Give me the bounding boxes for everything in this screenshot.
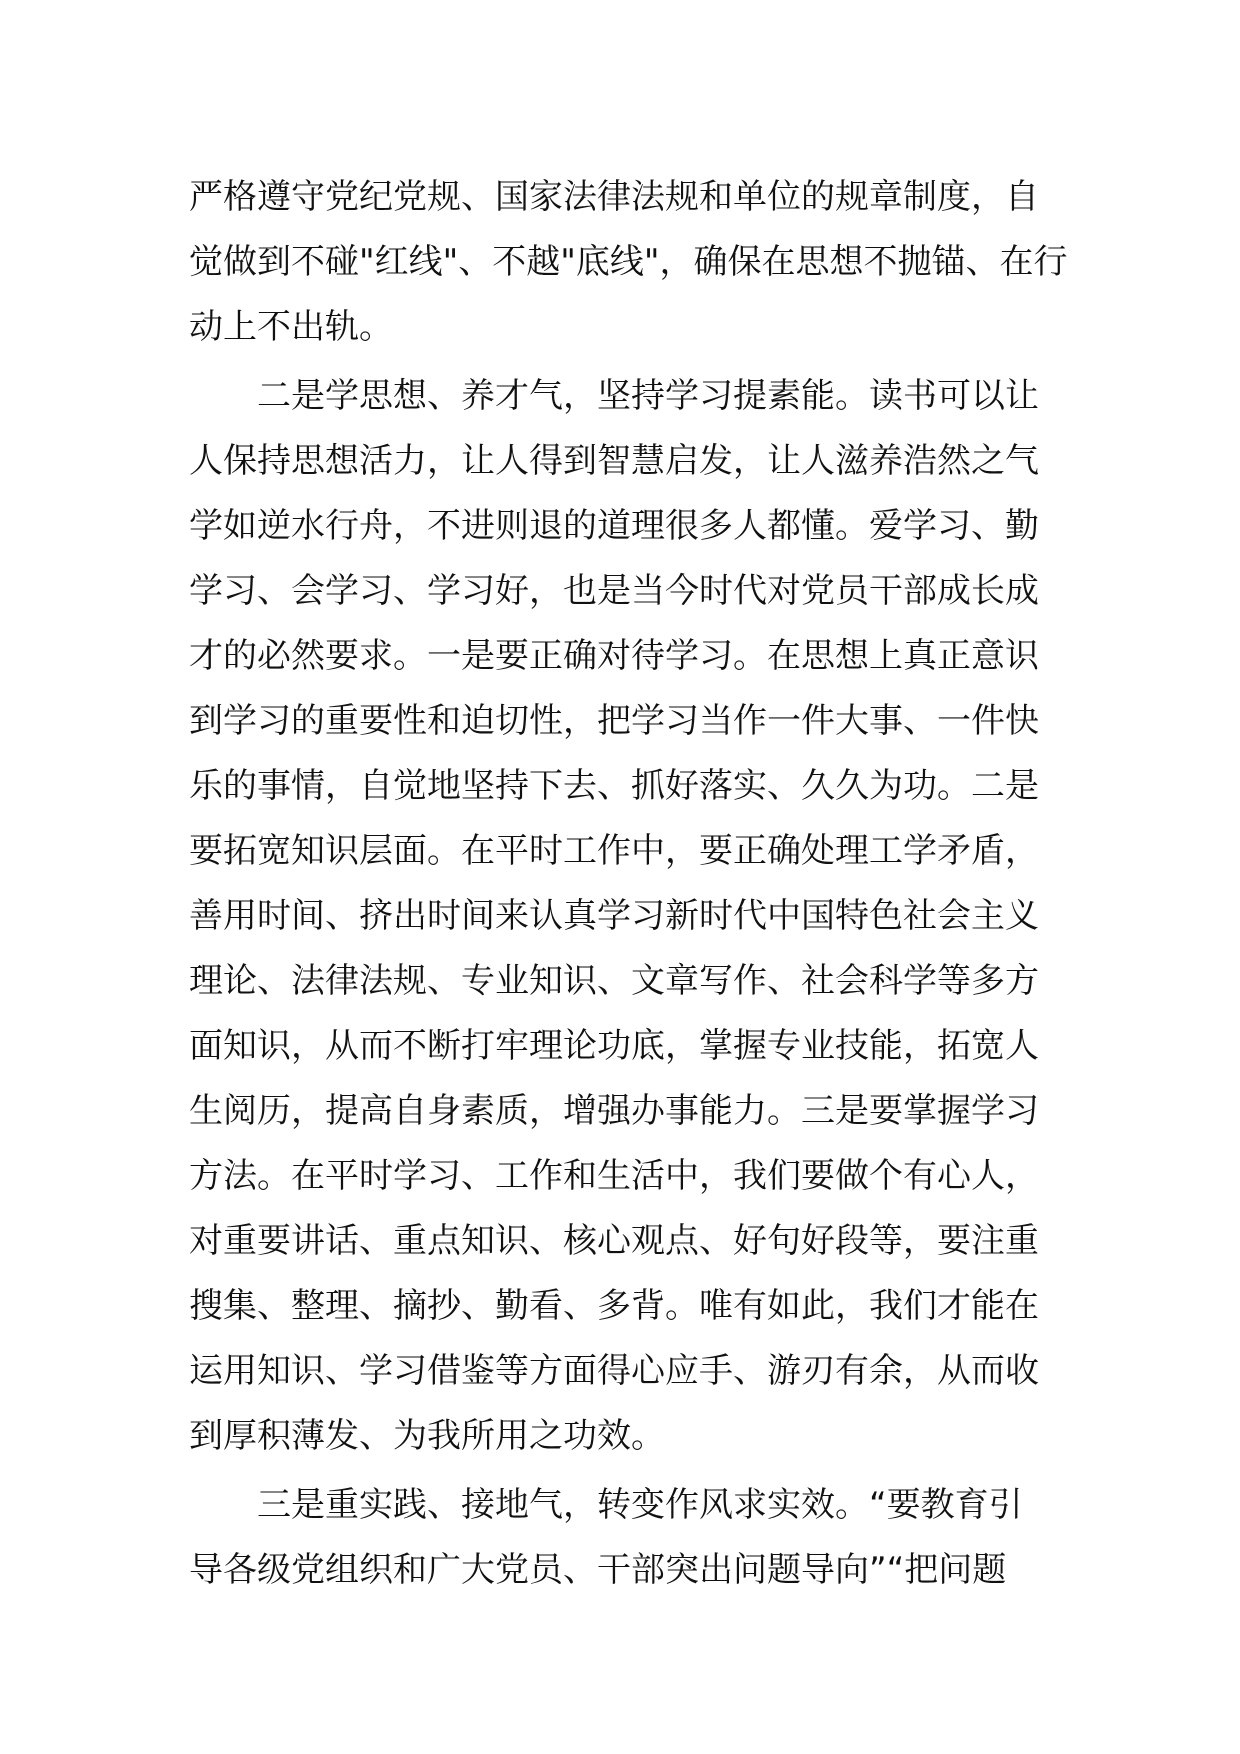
text-line: 搜集、整理、摘抄、勤看、多背。唯有如此，我们才能在 xyxy=(189,1286,1039,1326)
text-line: 人保持思想活力，让人得到智慧启发，让人滋养浩然之气 xyxy=(189,441,1039,481)
text-line: 理论、法律法规、专业知识、文章写作、社会科学等多方 xyxy=(189,961,1039,1001)
text-line: 乐的事情，自觉地坚持下去、抓好落实、久久为功。二是 xyxy=(189,766,1039,806)
text-line: 动上不出轨。 xyxy=(189,307,393,347)
text-line: 觉做到不碰"红线"、不越"底线"，确保在思想不抛锚、在行 xyxy=(189,242,1068,282)
text-line: 导各级党组织和广大党员、干部突出问题导向”“把问题 xyxy=(189,1550,1007,1590)
text-line: 到学习的重要性和迫切性，把学习当作一件大事、一件快 xyxy=(189,701,1039,741)
body-text xyxy=(189,165,1068,1603)
text-line: 要拓宽知识层面。在平时工作中，要正确处理工学矛盾， xyxy=(189,831,1039,871)
text-line: 学习、会学习、学习好，也是当今时代对党员干部成长成 xyxy=(189,571,1039,611)
text-line: 三是重实践、接地气，转变作风求实效。“要教育引 xyxy=(189,1485,1023,1525)
text-line: 学如逆水行舟，不进则退的道理很多人都懂。爱学习、勤 xyxy=(189,506,1039,546)
text-line: 方法。在平时学习、工作和生活中，我们要做个有心人， xyxy=(189,1156,1039,1196)
text-line: 面知识，从而不断打牢理论功底，掌握专业技能，拓宽人 xyxy=(189,1026,1039,1066)
text-line: 到厚积薄发、为我所用之功效。 xyxy=(189,1416,665,1456)
text-line: 善用时间、挤出时间来认真学习新时代中国特色社会主义 xyxy=(189,896,1039,936)
text-line: 运用知识、学习借鉴等方面得心应手、游刃有余，从而收 xyxy=(189,1351,1039,1391)
text-line: 二是学思想、养才气，坚持学习提素能。读书可以让 xyxy=(189,376,1039,416)
text-line: 严格遵守党纪党规、国家法律法规和单位的规章制度，自 xyxy=(189,177,1039,217)
text-line: 生阅历，提高自身素质，增强办事能力。三是要掌握学习 xyxy=(189,1091,1039,1131)
text-line: 才的必然要求。一是要正确对待学习。在思想上真正意识 xyxy=(189,636,1039,676)
text-line: 对重要讲话、重点知识、核心观点、好句好段等，要注重 xyxy=(189,1221,1039,1261)
